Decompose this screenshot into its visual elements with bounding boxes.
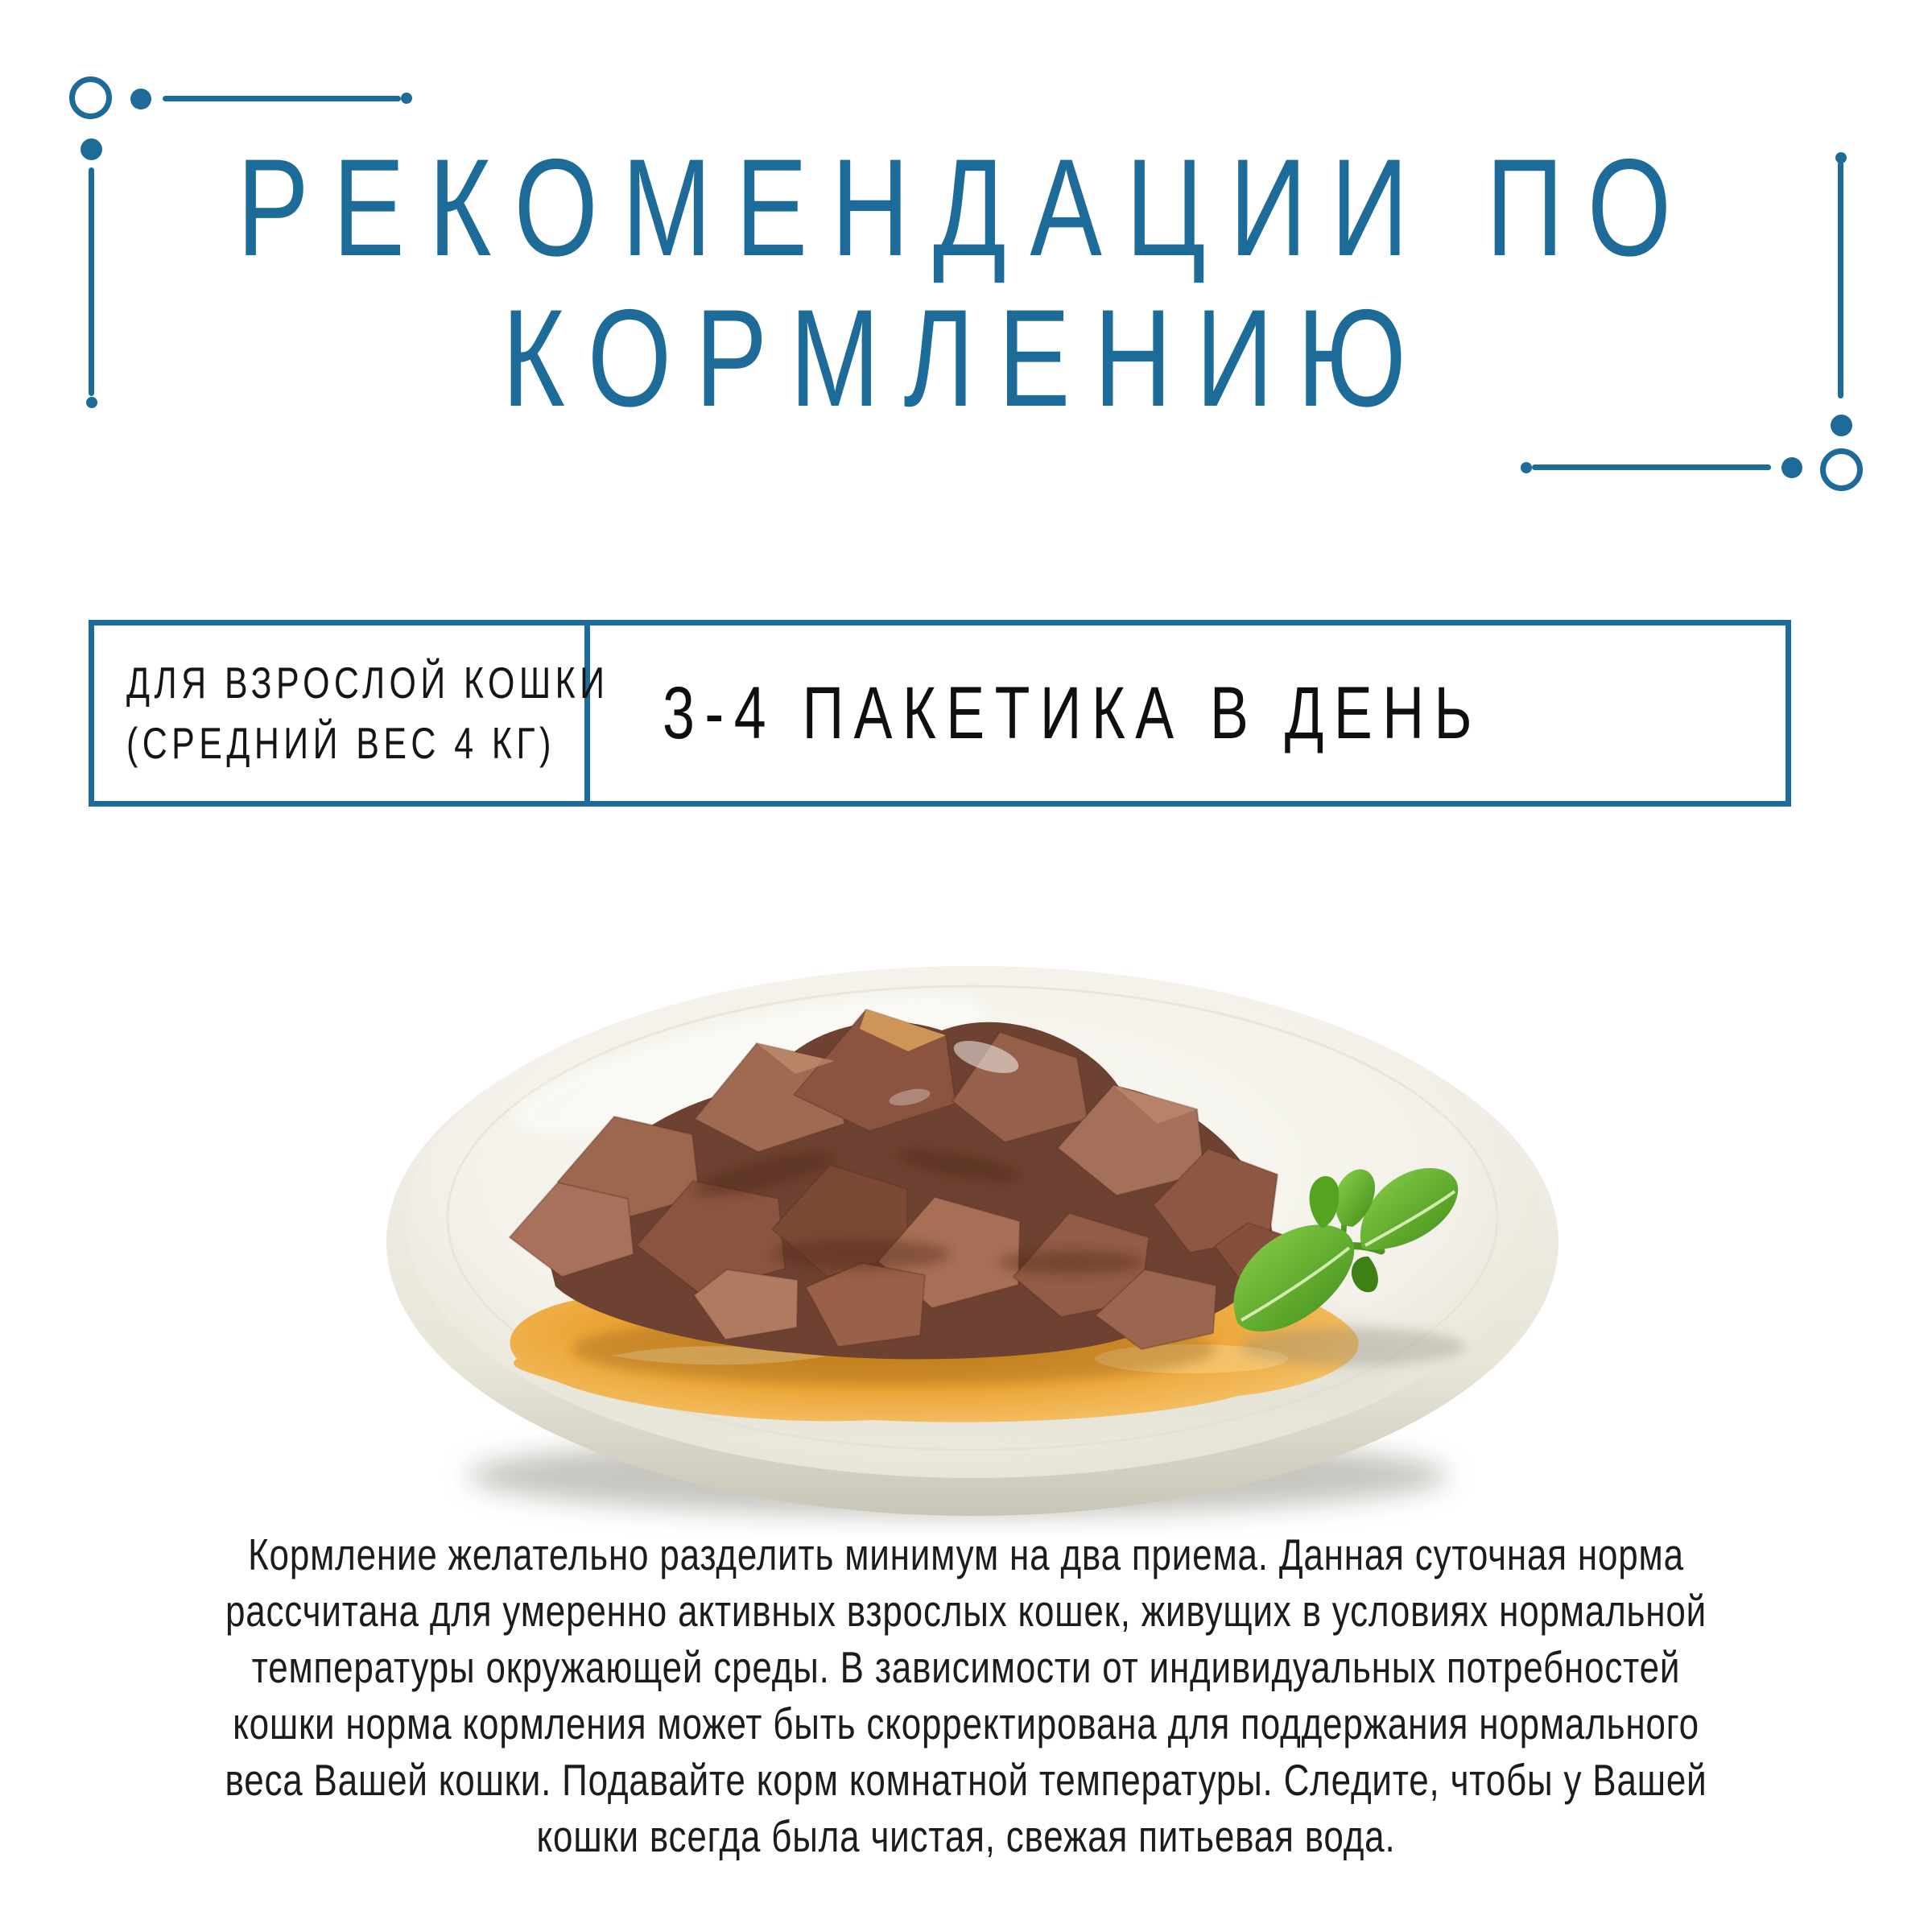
- vertical-line: [1838, 161, 1843, 398]
- dot-icon: [80, 138, 102, 160]
- vertical-line: [89, 167, 94, 396]
- horizontal-line: [1532, 464, 1771, 470]
- feeding-table-subject-cell: [94, 625, 609, 801]
- ring-icon: [1820, 448, 1863, 491]
- line-end-dot-icon: [1521, 462, 1532, 473]
- feeding-table-amount-cell: [590, 625, 1785, 801]
- dot-icon: [1831, 415, 1852, 436]
- paragraph-line: температуры окружающей среды. В зависимости от индивидуальных потребностей: [251, 1642, 1681, 1692]
- dot-icon: [1781, 457, 1802, 478]
- paragraph-line: рассчитана для умеренно активных взрослых кошек, живущих в условиях нормальной: [225, 1586, 1707, 1636]
- page-title-line1: РЕКОМЕНДАЦИИ ПО: [237, 130, 1695, 285]
- dot-icon: [130, 89, 151, 109]
- paragraph-line: Кормление желательно разделить минимум на два приема. Данная суточная норма: [248, 1530, 1684, 1579]
- subject-line1: ДЛЯ ВЗРОСЛОЙ КОШКИ: [126, 658, 609, 708]
- subject-line2: (СРЕДНИЙ ВЕС 4 КГ): [126, 718, 555, 768]
- feeding-table: [89, 620, 1791, 807]
- feeding-notes-paragraph: [193, 1526, 1739, 1864]
- ring-icon: [69, 76, 112, 119]
- line-end-dot-icon: [86, 397, 97, 408]
- horizontal-line: [163, 96, 401, 101]
- paragraph-line: кошки всегда была чистая, свежая питьевая вода.: [536, 1811, 1396, 1861]
- amount-per-day: 3-4 ПАКЕТИКА В ДЕНЬ: [663, 671, 1483, 754]
- food-plate-photo: [346, 908, 1602, 1536]
- page-title-line2: КОРМЛЕНИЮ: [502, 281, 1430, 436]
- paragraph-line: веса Вашей кошки. Подавайте корм комнатной температуры. Следите, чтобы у Вашей: [225, 1755, 1707, 1805]
- page-title: [213, 130, 1719, 436]
- line-end-dot-icon: [401, 93, 412, 104]
- paragraph-line: кошки норма кормления может быть скорректирована для поддержания нормального: [233, 1699, 1699, 1748]
- line-end-dot-icon: [1835, 152, 1847, 163]
